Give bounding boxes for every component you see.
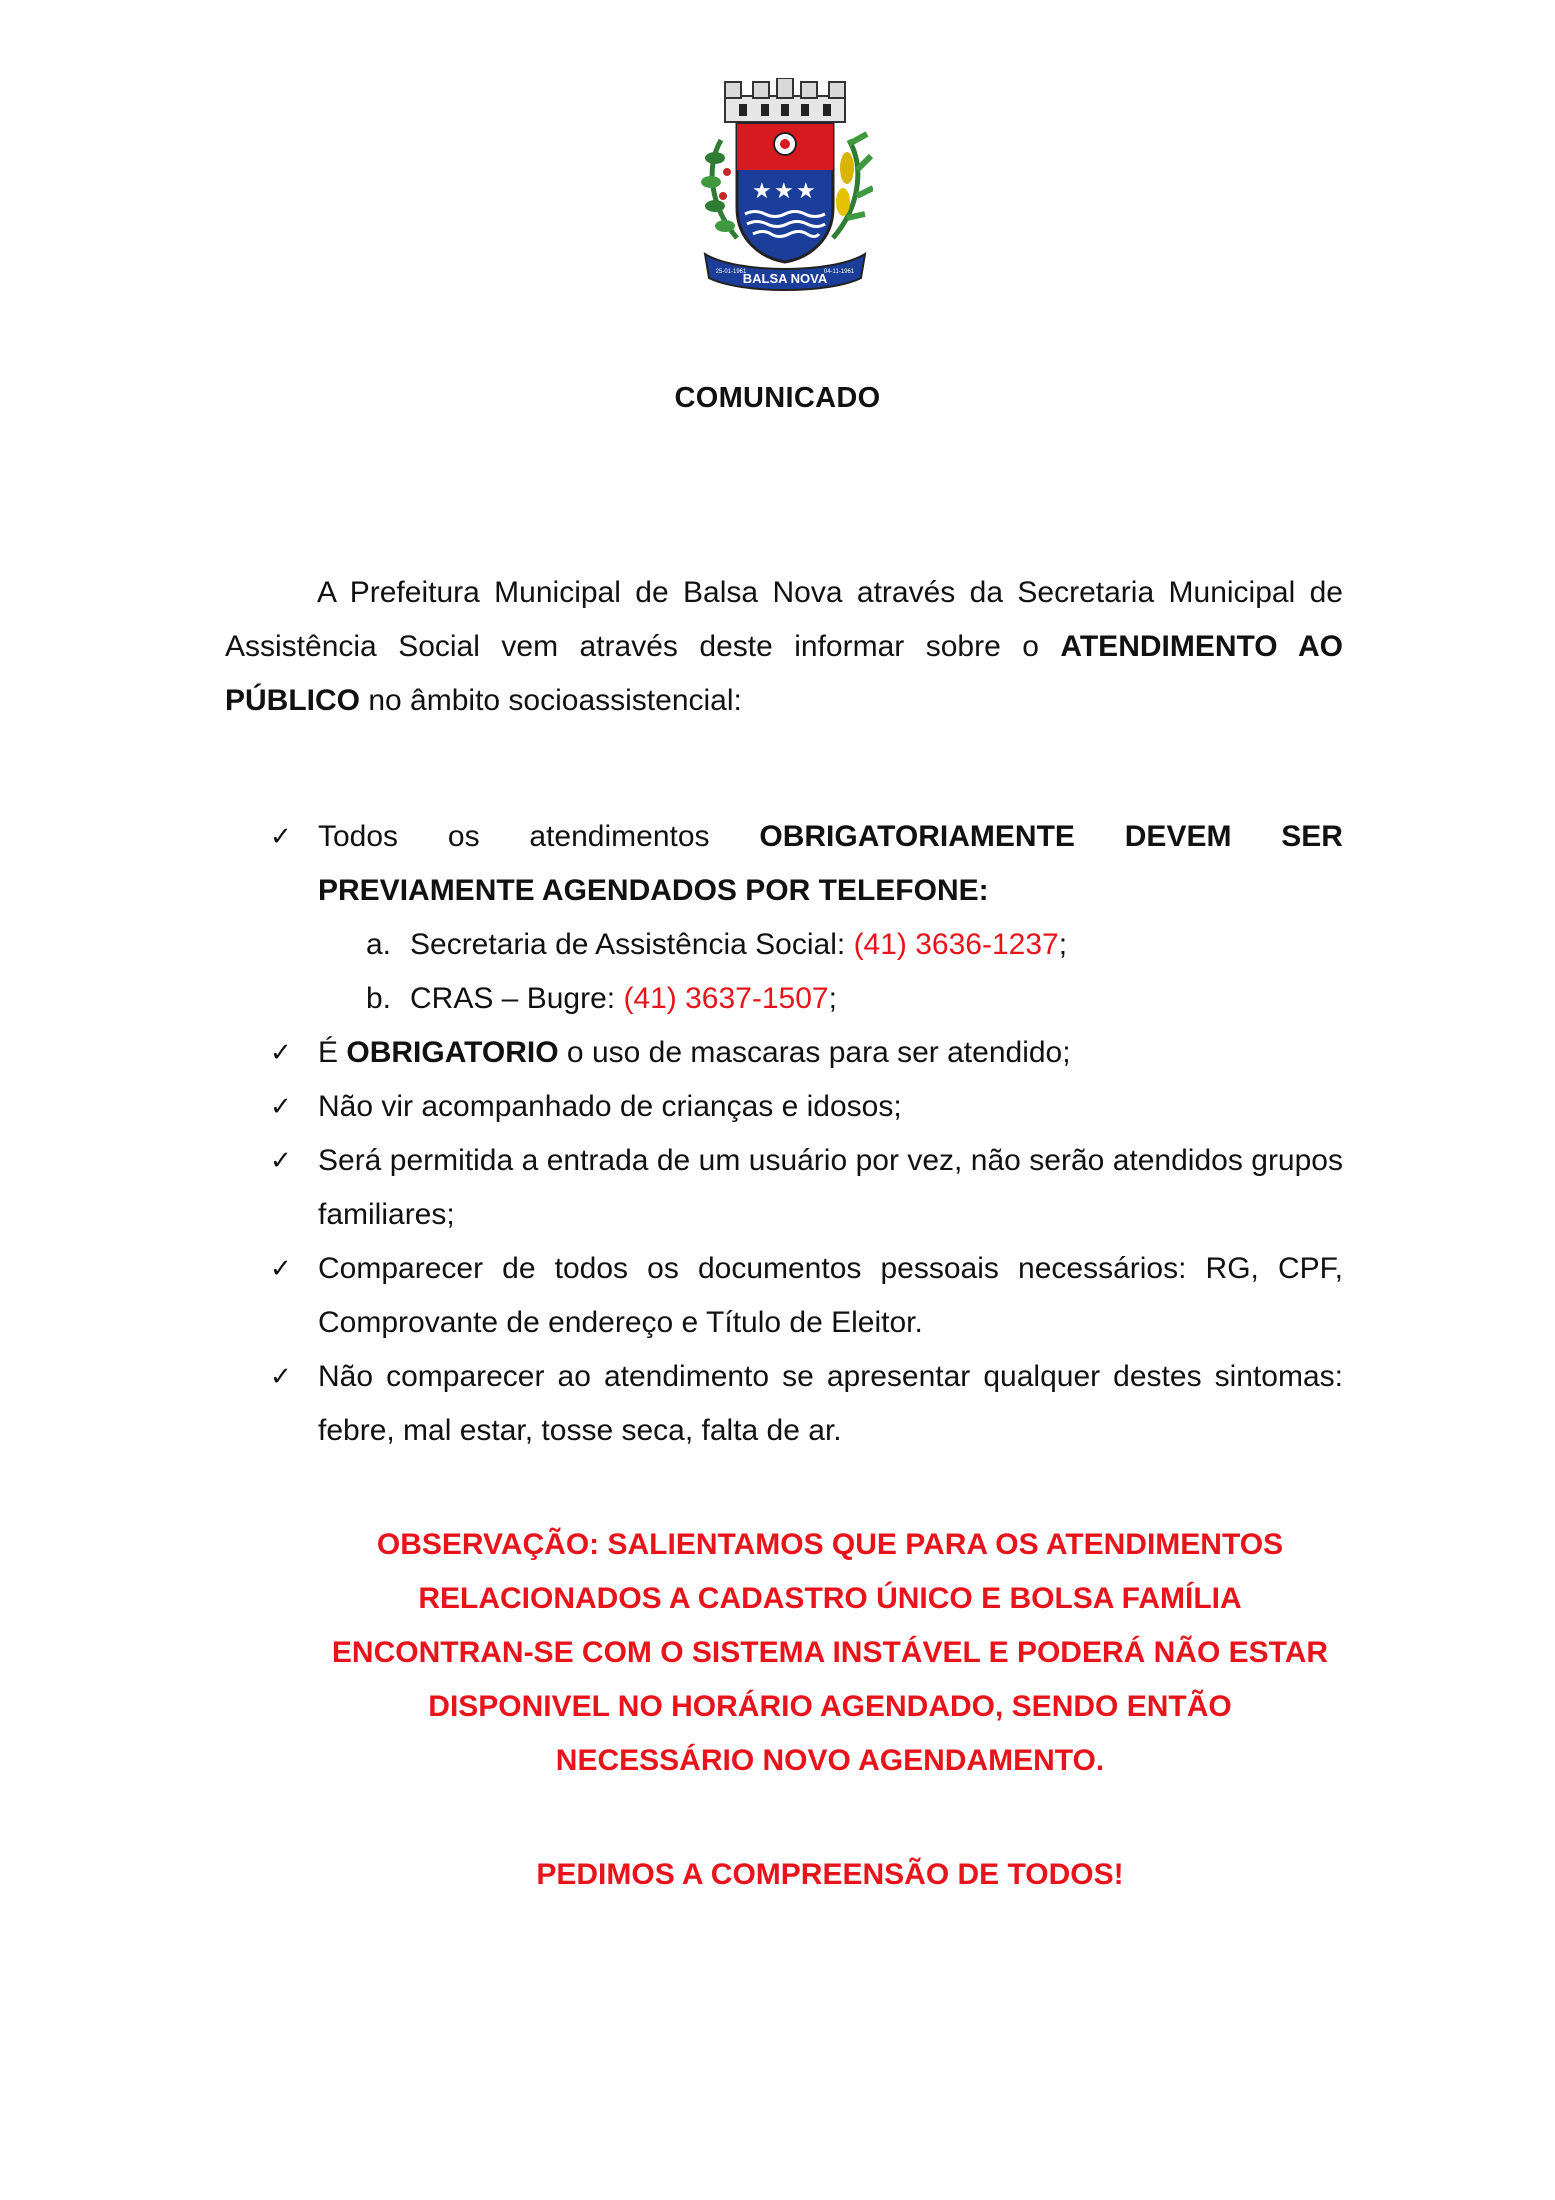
contact-item [366, 918, 1343, 972]
contact-name: CRAS – Bugre: [410, 982, 624, 1015]
list-item-bold: OBRIGATORIO [346, 1036, 559, 1069]
list-item [268, 1242, 1343, 1350]
crest-date-right: 04-11-1961 [823, 269, 855, 275]
check-icon: ✓ [270, 1362, 292, 1392]
instructions-list [268, 810, 1343, 1458]
list-item [268, 810, 1343, 1026]
coat-of-arms-icon [697, 78, 873, 296]
contact-end: ; [1058, 928, 1068, 961]
intro-text: A Prefeitura Municipal de Balsa Nova através da Secretaria Municipal de Assistência Social vem através deste informar sobre o [225, 576, 1343, 663]
list-item [268, 1350, 1343, 1458]
contact-item [366, 972, 1343, 1026]
contact-label: a. [366, 928, 392, 961]
list-item-text: Não vir acompanhado de crianças e idosos; [318, 1090, 902, 1123]
list-item-bold: OBRIGATORIAMENTE DEVEM SER PREVIAMENTE AGENDADOS POR TELEFONE: [318, 820, 1343, 907]
closing-message: PEDIMOS A COMPREENSÃO DE TODOS! [536, 1858, 1124, 1891]
crest-date-left: 25-01-1961 [715, 269, 747, 275]
list-item [268, 1134, 1343, 1242]
contact-end: ; [828, 982, 837, 1015]
list-item-text-end: o uso de mascaras para ser atendido; [558, 1036, 1071, 1069]
contact-name: Secretaria de Assistência Social: [410, 928, 854, 961]
list-item-text: Todos os atendimentos [318, 820, 760, 853]
contact-label: b. [366, 982, 392, 1015]
contact-phone: (41) 3637-1507 [623, 982, 829, 1015]
list-item [268, 1026, 1343, 1080]
list-item-text: Será permitida a entrada de um usuário por vez, não serão atendidos grupos familiares; [318, 1144, 1343, 1231]
list-item [268, 1080, 1343, 1134]
intro-highlight: ATENDIMENTO AO PÚBLICO [225, 630, 1344, 717]
page-title: COMUNICADO [674, 382, 881, 414]
crest-name: BALSA NOVA [742, 271, 828, 286]
svg-text:★: ★ [752, 179, 772, 204]
contacts-list [318, 918, 1343, 1026]
check-icon: ✓ [270, 1092, 292, 1122]
contact-phone: (41) 3636-1237 [853, 928, 1059, 961]
observation-notice: OBSERVAÇÃO: SALIENTAMOS QUE PARA OS ATENDIMENTOS RELACIONADOS A CADASTRO ÚNICO E BOLSA FAMÍLIA ENCONTRAN-SE COM O SISTEMA INSTÁVEL E PODERÁ NÃO ESTAR DISPONIVEL NO HORÁRIO AGENDADO, SENDO ENTÃO NECESSÁRIO NOVO AGENDAMENTO. [331, 1528, 1329, 1777]
check-icon: ✓ [270, 1146, 292, 1176]
intro-text-end: no âmbito socioassistencial: [360, 684, 742, 717]
svg-text:★: ★ [796, 179, 816, 204]
check-icon: ✓ [270, 822, 292, 852]
intro-paragraph [225, 566, 1343, 728]
check-icon: ✓ [270, 1038, 292, 1068]
check-icon: ✓ [270, 1254, 292, 1284]
svg-text:★: ★ [774, 179, 794, 204]
list-item-text: Comparecer de todos os documentos pessoais necessários: RG, CPF, Comprovante de endereço e Título de Eleitor. [318, 1252, 1343, 1339]
list-item-text: É [318, 1036, 347, 1069]
list-item-text: Não comparecer ao atendimento se apresentar qualquer destes sintomas: febre, mal estar, tosse seca, falta de ar. [318, 1360, 1343, 1447]
